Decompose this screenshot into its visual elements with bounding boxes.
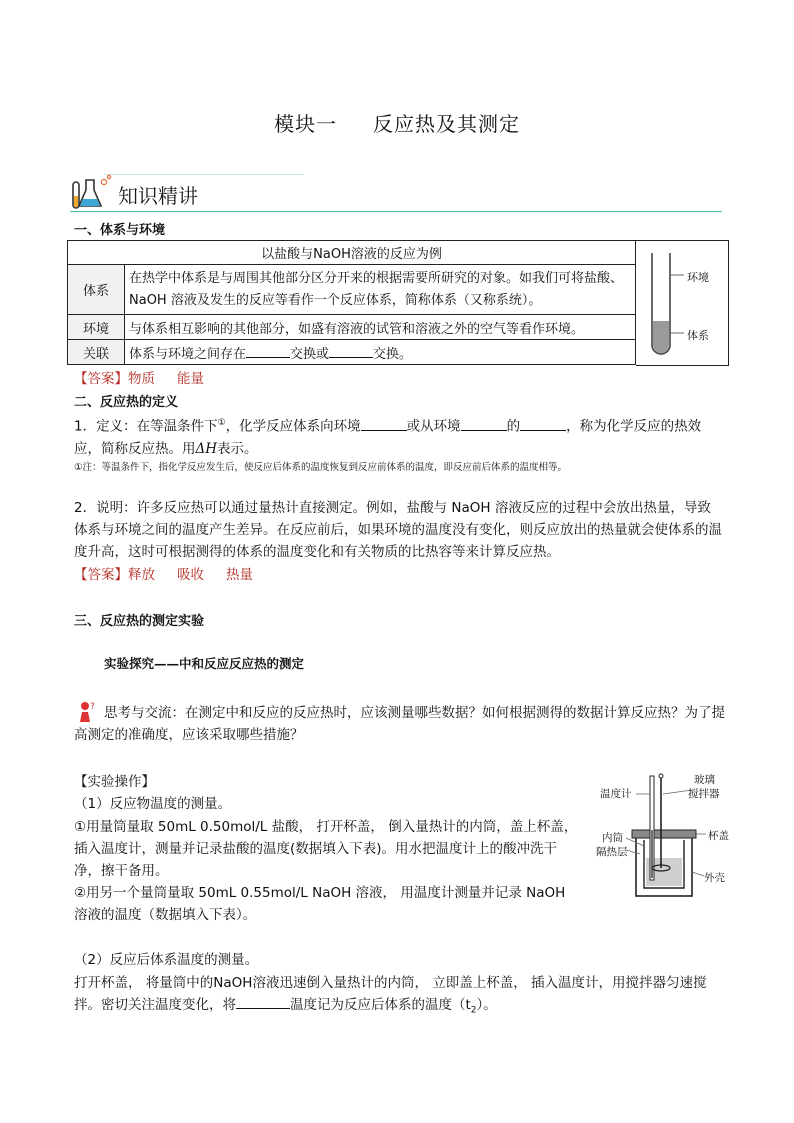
answer-prefix: 【答案】 — [74, 371, 128, 387]
label-thermometer: 温度计 — [600, 788, 632, 800]
answer-value: 物质 — [128, 371, 155, 387]
row-text-system: 在热学中体系是与周围其他部分区分开来的根据需要所研究的对象。如我们可将盐酸、NaOH 溶液及发生的反应等看作一个反应体系，简称体系（又称系统）。 — [125, 265, 636, 315]
def-text: ，称为化学反应的热效应，简称反应热。用 — [74, 418, 702, 457]
step1-title: （1）反应物温度的测量。 — [74, 796, 232, 812]
title-part1: 模块一 — [274, 112, 337, 136]
experiment-subtitle: 实验探究——中和反应反应热的测定 — [104, 656, 305, 671]
explain-paragraph: 2．说明：许多反应热可以通过量热计直接测定。例如，盐酸与 NaOH 溶液反应的过程中会放出热量，导致体系与环境之间的温度产生差异。在反应前后，如果环境的温度没有变化，则反应放出的热量就会使体系的温度升高，这时可根据测得的体系的温度变化和有关物质的比热容等来计算反应热。 — [74, 500, 722, 560]
think-text: 思考与交流：在测定中和反应的反应热时，应该测量哪些数据？如何根据测得的数据计算反应热？为了提高测定的准确度，应该采取哪些措施？ — [74, 705, 725, 743]
knowledge-banner — [70, 170, 722, 214]
label-inner-2: 隔热层 — [596, 846, 628, 858]
blank[interactable] — [520, 416, 566, 431]
answer-1 — [74, 368, 724, 390]
step2-text: 打开杯盖， 将量筒中的NaOH溶液迅速倒入量热计的内筒， 立即盖上杯盖， 插入温度计，用搅拌器匀速搅拌。密切关注温度变化，将 — [74, 975, 707, 1013]
step1-a: ①用量筒量取 50mL 0.50mol/L 盐酸， 打开杯盖， 倒入量热计的内筒，盖上杯盖，插入温度计，测量并记录盐酸的温度(数据填入下表)。用水把温度计上的酸冲洗干净，擦干备用。 — [74, 819, 578, 879]
blank[interactable] — [461, 416, 507, 431]
row-label-relation: 关联 — [68, 340, 125, 365]
answer-value: 能量 — [177, 371, 204, 387]
blank[interactable] — [329, 343, 373, 358]
operation-title: 【实验操作】 — [74, 774, 155, 790]
step2-text: ）。 — [476, 997, 497, 1013]
row-text-relation — [125, 340, 636, 365]
step2-subscript: 2 — [470, 1005, 477, 1016]
step2-text: 温度记为反应后体系的温度（t — [290, 997, 471, 1013]
relation-text-c: 交换。 — [373, 346, 413, 362]
section3-heading: 三、反应热的测定实验 — [74, 614, 205, 629]
answer-value: 热量 — [226, 567, 253, 583]
step2-title: （2）反应后体系温度的测量。 — [74, 952, 259, 968]
banner-text: 知识精讲 — [118, 184, 198, 208]
row-label-environment: 环境 — [68, 315, 125, 340]
flask-icon — [70, 172, 114, 212]
def-text: ，化学反应体系向环境 — [225, 418, 361, 435]
calorimeter-figure — [596, 770, 730, 900]
think-paragraph — [74, 702, 726, 746]
label-shell: 外壳 — [704, 872, 725, 884]
svg-text:?: ? — [90, 702, 95, 712]
def-text: 表示。 — [217, 440, 258, 457]
title-part2: 反应热及其测定 — [373, 112, 520, 136]
def-text: 1．定义：在等温条件下 — [74, 418, 218, 435]
answer-prefix: 【答案】 — [74, 567, 128, 583]
def-text: 的 — [506, 418, 521, 435]
table-caption: 以盐酸与NaOH溶液的反应为例 — [68, 241, 636, 265]
relation-text-a: 体系与环境之间存在 — [129, 346, 247, 362]
blank[interactable] — [361, 416, 407, 431]
delta-h-symbol: ΔH — [195, 440, 218, 457]
relation-text-b: 交换或 — [290, 346, 330, 362]
label-inner-1: 内筒 — [602, 832, 623, 844]
blank[interactable] — [236, 994, 290, 1009]
row-text-environment: 与体系相互影响的其他部分，如盛有溶液的试管和溶液之外的空气等看作环境。 — [125, 315, 636, 340]
label-stirrer-2: 搅拌器 — [688, 788, 720, 800]
page-title — [0, 108, 794, 137]
def-text: 或从环境 — [406, 418, 461, 435]
test-tube-figure — [636, 240, 729, 366]
section1-heading: 一、体系与环境 — [74, 223, 166, 238]
answer-value: 吸收 — [177, 567, 204, 583]
label-lid: 杯盖 — [708, 830, 729, 842]
test-tube-icon — [636, 241, 728, 365]
row-label-system: 体系 — [68, 265, 125, 315]
answer-2 — [74, 564, 724, 586]
step2-paragraph — [74, 972, 724, 1022]
step1-b: ②用另一个量筒量取 50mL 0.55mol/L NaOH 溶液， 用温度计测量并记录 NaOH 溶液的温度（数据填入下表）。 — [74, 885, 566, 923]
system-table — [67, 240, 636, 365]
blank[interactable] — [246, 343, 290, 358]
answer-value: 释放 — [128, 567, 155, 583]
section2-heading: 二、反应热的定义 — [74, 395, 179, 410]
label-environment: 环境 — [687, 271, 709, 284]
def-footnote-mark: ① — [217, 418, 226, 428]
footnote: ①注：等温条件下，指化学反应发生后，使反应后体系的温度恢复到反应前体系的温度，即反应前后体系的温度相等。 — [74, 462, 568, 473]
label-system: 体系 — [687, 329, 709, 342]
label-stirrer-1: 玻璃 — [694, 774, 715, 786]
definition-paragraph — [74, 412, 724, 460]
